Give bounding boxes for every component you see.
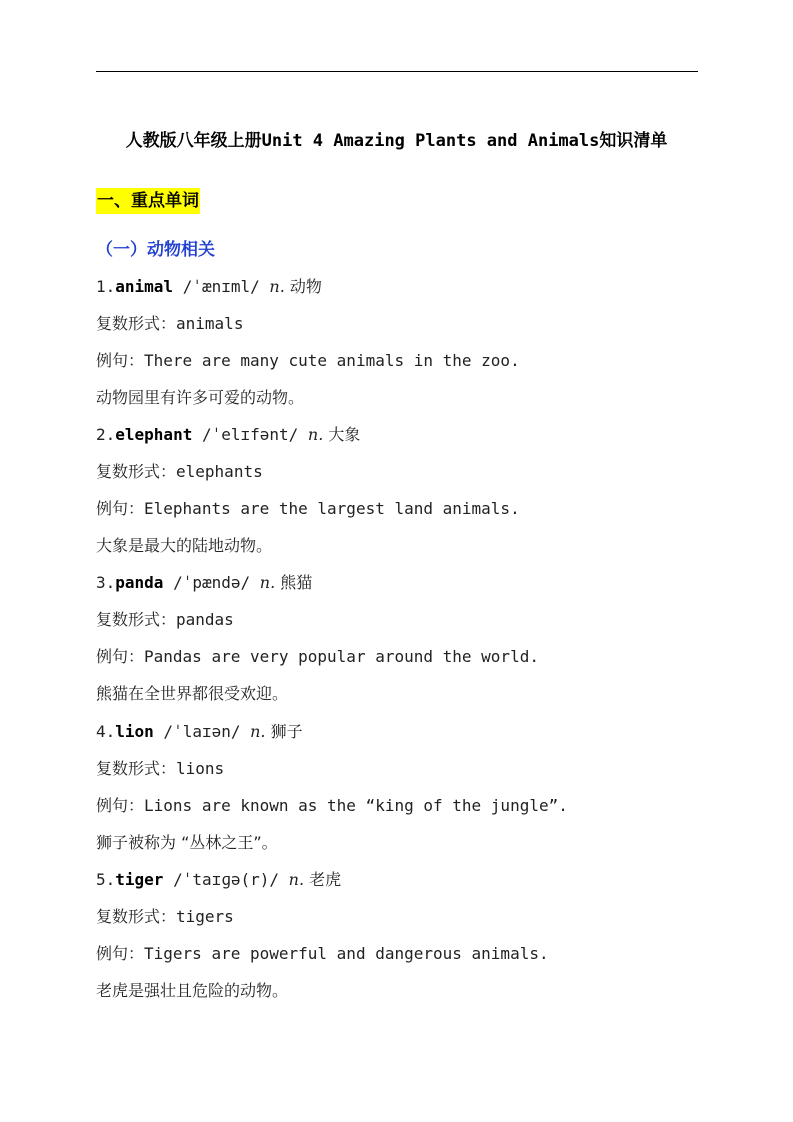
plural-label: 复数形式：	[96, 759, 177, 778]
plural-label: 复数形式：	[96, 907, 177, 926]
translation-line: 老虎是强壮且危险的动物。	[96, 981, 289, 1000]
vocab-entry-tiger	[96, 867, 341, 893]
subsection-heading: （一）动物相关	[96, 240, 215, 260]
translation-line: 大象是最大的陆地动物。	[96, 536, 273, 555]
plural-label: 复数形式：	[96, 610, 177, 629]
example-line	[96, 348, 520, 374]
vocab-word: animal	[115, 277, 174, 296]
example-line	[96, 941, 549, 967]
part-of-speech: n.	[288, 870, 305, 889]
vocab-entry-lion	[96, 719, 303, 745]
plural-form: pandas	[176, 610, 234, 629]
meaning: 熊猫	[275, 573, 313, 592]
plural-line	[96, 904, 234, 930]
entry-number: 3.	[96, 573, 116, 592]
part-of-speech: n.	[307, 425, 324, 444]
phonetic: /ˈtaɪɡə(r)/	[163, 870, 289, 889]
example-label: 例句：	[96, 499, 145, 518]
vocab-entry-elephant	[96, 422, 360, 448]
entry-number: 5.	[96, 870, 116, 889]
translation-line: 动物园里有许多可爱的动物。	[96, 388, 305, 407]
plural-label: 复数形式：	[96, 314, 177, 333]
example-sentence: Lions are known as the “king of the jungle”.	[144, 796, 568, 815]
plural-line	[96, 756, 224, 782]
example-label: 例句：	[96, 351, 145, 370]
section-heading: 一、重点单词	[96, 188, 200, 214]
phonetic: /ˈpændə/	[163, 573, 260, 592]
entry-number: 4.	[96, 722, 116, 741]
phonetic: /ˈelɪfənt/	[192, 425, 308, 444]
part-of-speech: n.	[259, 573, 276, 592]
vocab-word: elephant	[115, 425, 193, 444]
plural-line	[96, 607, 234, 633]
vocab-word: panda	[115, 573, 164, 592]
part-of-speech: n.	[250, 722, 266, 741]
example-label: 例句：	[96, 796, 145, 815]
plural-form: elephants	[176, 462, 263, 481]
meaning: 老虎	[304, 870, 342, 889]
meaning: 狮子	[265, 722, 303, 741]
example-line	[96, 496, 520, 522]
meaning: 动物	[284, 277, 322, 296]
example-sentence: Elephants are the largest land animals.	[144, 499, 520, 518]
entry-number: 2.	[96, 425, 116, 444]
example-sentence: There are many cute animals in the zoo.	[144, 351, 520, 370]
plural-line	[96, 311, 243, 337]
example-label: 例句：	[96, 944, 145, 963]
example-sentence: Tigers are powerful and dangerous animals.	[144, 944, 549, 963]
vocab-word: tiger	[115, 870, 164, 889]
example-label: 例句：	[96, 647, 145, 666]
plural-form: tigers	[176, 907, 234, 926]
phonetic: /ˈænɪml/	[173, 277, 270, 296]
plural-form: animals	[176, 314, 244, 333]
vocab-word: lion	[115, 722, 154, 741]
translation-line: 熊猫在全世界都很受欢迎。	[96, 684, 289, 703]
phonetic: /ˈlaɪən/	[153, 722, 251, 741]
document-title: 人教版八年级上册Unit 4 Amazing Plants and Animals知识清单	[125, 131, 668, 151]
meaning: 大象	[323, 425, 361, 444]
plural-label: 复数形式：	[96, 462, 177, 481]
translation-line: 狮子被称为 “丛林之王”。	[96, 833, 278, 852]
plural-line	[96, 459, 263, 485]
example-line	[96, 793, 568, 819]
vocab-entry-panda	[96, 570, 312, 596]
header-rule	[96, 71, 698, 72]
vocab-entry-animal	[96, 274, 322, 300]
entry-number: 1.	[96, 277, 116, 296]
plural-form: lions	[176, 759, 225, 778]
example-sentence: Pandas are very popular around the world.	[144, 647, 539, 666]
part-of-speech: n.	[269, 277, 285, 296]
example-line	[96, 644, 539, 670]
